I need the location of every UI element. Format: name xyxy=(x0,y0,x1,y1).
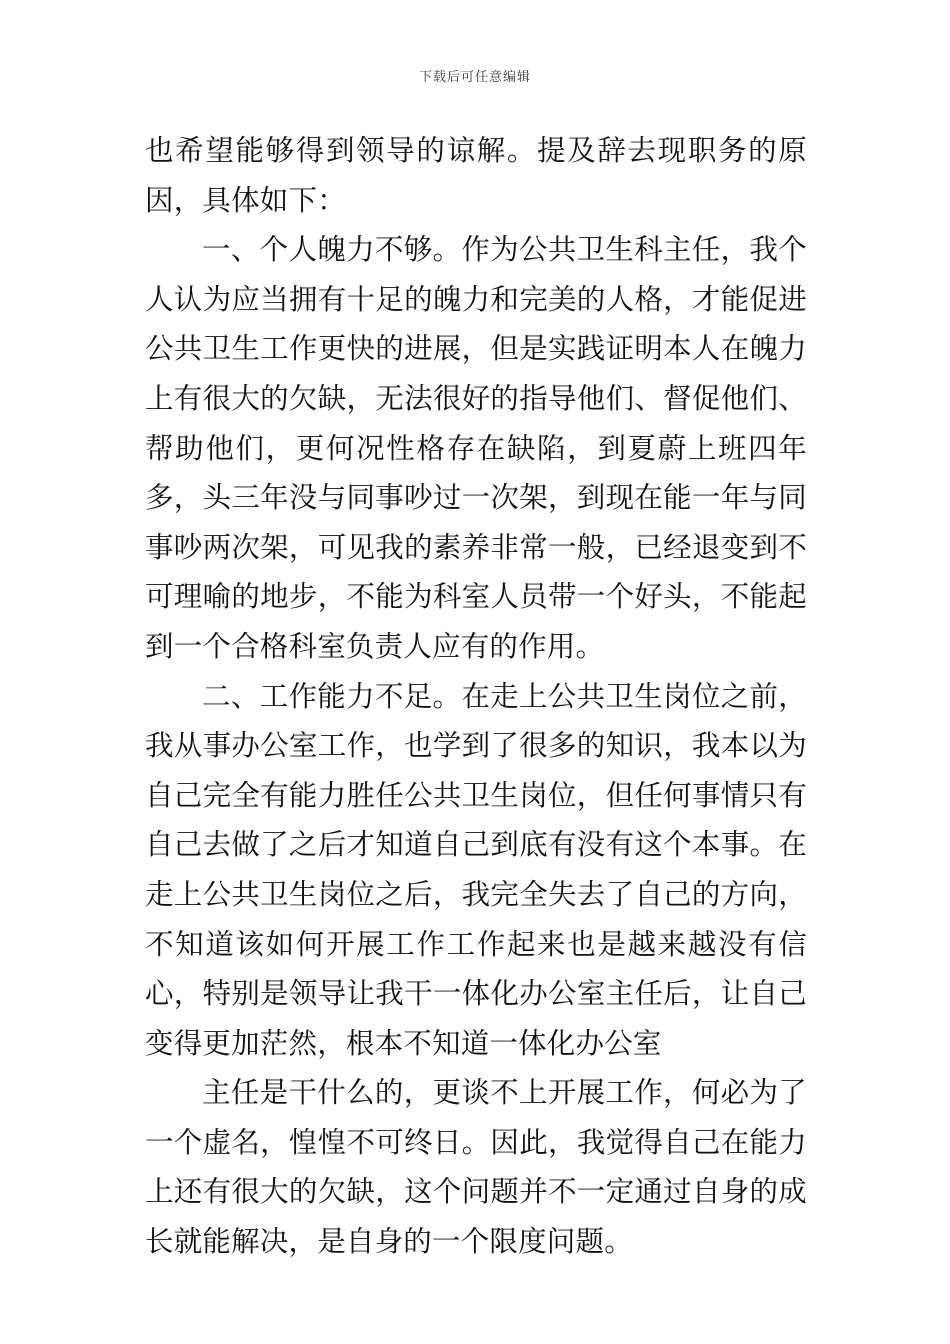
header-note: 下载后可任意编辑 xyxy=(418,70,531,85)
paragraph-reason-two: 二、工作能力不足。在走上公共卫生岗位之前，我从事办公室工作，也学到了很多的知识，我本以为自己完全有能力胜任公共卫生岗位，但任何事情只有自己去做了之后才知道自己到底有没有这个本事。在走上公共卫生岗位之后，我完全失去了自己的方向，不知道该如何开展工作工作起来也是越来越没有信心，特别是领导让我干一体化办公室主任后，让自己变得更加茫然，根本不知道一体化办公室 xyxy=(145,679,807,1060)
paragraph-reason-one: 一、个人魄力不够。作为公共卫生科主任，我个人认为应当拥有十足的魄力和完美的人格，才能促进公共卫生工作更快的进展，但是实践证明本人在魄力上有很大的欠缺，无法很好的指导他们、督促他们、帮助他们，更何况性格存在缺陷，到夏蔚上班四年多，头三年没与同事吵过一次架，到现在能一年与同事吵两次架，可见我的素养非常一般，已经退变到不可理喻的地步，不能为科室人员带一个好头，不能起到一个合格科室负责人应有的作用。 xyxy=(145,233,807,663)
document-body xyxy=(145,126,807,1267)
paragraph-reason-two-continued: 主任是干什么的，更谈不上开展工作，何必为了一个虚名，惶惶不可终日。因此，我觉得自己在能力上还有很大的欠缺，这个问题并不一定通过自身的成长就能解决，是自身的一个限度问题。 xyxy=(145,1076,807,1259)
paragraph-intro: 也希望能够得到领导的谅解。提及辞去现职务的原因，具体如下： xyxy=(145,134,807,217)
